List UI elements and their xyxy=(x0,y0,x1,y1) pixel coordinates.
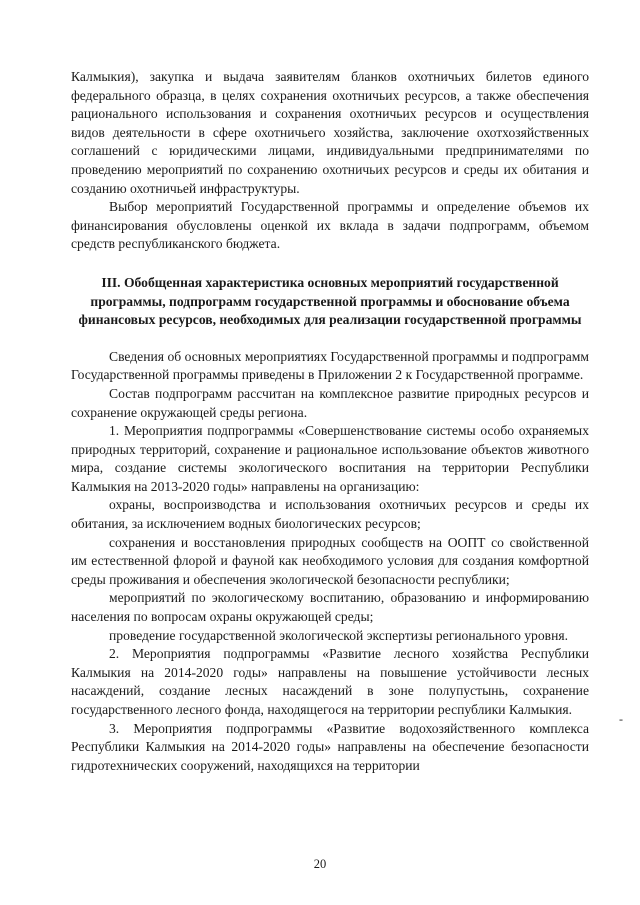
margin-mark: - xyxy=(619,712,623,726)
section-heading: III. Обобщенная характеристика основных мероприятий государственной программы, подпрограмм государственной программы и обоснование объема финансовых ресурсов, необходимых для реализации государственной программы xyxy=(78,274,582,328)
paragraph-subprogram-1: 1. Мероприятия подпрограммы «Совершенствование системы особо охраняемых природных территорий, сохранение и рациональное использование объектов животного мира, создание системы экологического воспитания на территории Республики Калмыкия на 2013-2020 годы» направлены на организацию: xyxy=(71,423,589,494)
paragraph-list-item-hunting: охраны, воспроизводства и использования охотничьих ресурсов и среды их обитания, за исключением водных биологических ресурсов; xyxy=(71,497,589,532)
paragraph-list-item-protected-areas: сохранения и восстановления природных сообществ на ООПТ со свойственной им естественной флорой и фауной как необходимого условия для создания комфортной среды проживания и обеспечения экологической безопасности республики; xyxy=(71,534,589,587)
document-page xyxy=(71,68,589,775)
paragraph-appendix-reference: Сведения об основных мероприятиях Государственной программы и подпрограмм Государственной программы приведены в Приложении 2 к Государственной программе. xyxy=(71,348,589,383)
paragraph-list-item-expertise: проведение государственной экологической экспертизы регионального уровня. xyxy=(109,627,568,643)
paragraph-list-item-education: мероприятий по экологическому воспитанию, образованию и информированию населения по вопросам охраны окружающей среды; xyxy=(71,590,589,625)
paragraph-subprograms-composition: Состав подпрограмм рассчитан на комплексное развитие природных ресурсов и сохранение окружающей среды региона. xyxy=(71,385,589,420)
page-number: 20 xyxy=(313,857,327,871)
paragraph-selection-of-measures: Выбор мероприятий Государственной программы и определение объемов их финансирования обусловлены оценкой их вклада в задачи подпрограмм, объемом средств республиканского бюджета. xyxy=(71,199,589,252)
paragraph-subprogram-2: 2. Мероприятия подпрограммы «Развитие лесного хозяйства Республики Калмыкия на 2014-2020 годы» направлены на повышение устойчивости лесных насаждений, создание лесных насаждений в зоне полупустынь, сохранение государственного лесного фонда, находящегося на территории республики Калмыкия. xyxy=(71,646,589,717)
paragraph-subprogram-3: 3. Мероприятия подпрограммы «Развитие водохозяйственного комплекса Республики Калмыкия на 2014-2020 годы» направлены на обеспечение безопасности гидротехнических сооружений, находящихся на территории xyxy=(71,720,589,773)
paragraph-continuation: Калмыкия), закупка и выдача заявителям бланков охотничьих билетов единого федерального образца, в целях сохранения охотничьих ресурсов, а также обеспечения рационального использования и сохранения охотничьих ресурсов и осуществления видов деятельности в сфере охотничьего хозяйства, заключение охотхозяйственных соглашений с юридическими лицами, индивидуальными предпринимателями по проведению мероприятий по сохранению охотничьих ресурсов и среды их обитания и созданию охотничьей инфраструктуры. xyxy=(71,69,589,196)
